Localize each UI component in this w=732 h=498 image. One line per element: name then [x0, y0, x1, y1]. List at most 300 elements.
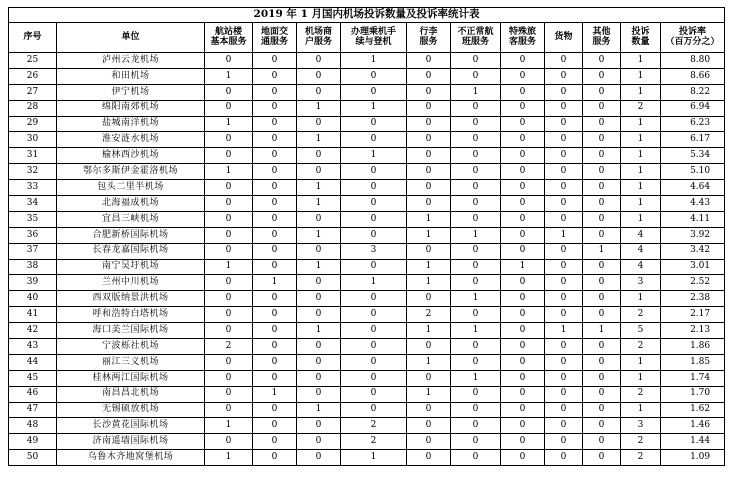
table-row	[9, 450, 725, 466]
table-cell: 0	[341, 84, 407, 100]
table-cell: 0	[583, 132, 621, 148]
table-cell: 0	[407, 84, 451, 100]
table-row	[9, 275, 725, 291]
complaint-rate-cell: 8.80	[661, 53, 725, 69]
table-cell: 0	[253, 323, 297, 339]
table-row	[9, 180, 725, 196]
table-cell: 0	[583, 180, 621, 196]
table-cell: 2	[205, 339, 253, 355]
table-cell: 0	[407, 339, 451, 355]
table-cell: 0	[297, 307, 341, 323]
table-cell: 0	[253, 148, 297, 164]
table-cell: 0	[545, 354, 583, 370]
complaint-rate-cell: 1.70	[661, 386, 725, 402]
table-cell: 0	[583, 434, 621, 450]
airport-name-cell: 西双版纳景洪机场	[57, 291, 205, 307]
complaint-rate-cell: 2.52	[661, 275, 725, 291]
table-cell: 2	[621, 100, 661, 116]
table-cell: 0	[341, 323, 407, 339]
table-cell: 0	[205, 148, 253, 164]
table-cell: 0	[501, 68, 545, 84]
table-cell: 39	[9, 275, 57, 291]
complaint-rate-cell: 2.13	[661, 323, 725, 339]
complaint-rate-cell: 1.85	[661, 354, 725, 370]
table-row	[9, 53, 725, 69]
table-cell: 1	[621, 196, 661, 212]
table-cell: 0	[583, 196, 621, 212]
table-cell: 1	[451, 291, 501, 307]
table-cell: 1	[501, 259, 545, 275]
table-row	[9, 418, 725, 434]
column-header: 机场商 户服务	[297, 23, 341, 53]
table-cell: 1	[253, 275, 297, 291]
table-cell: 0	[297, 211, 341, 227]
table-cell: 3	[341, 243, 407, 259]
table-cell: 0	[253, 354, 297, 370]
table-cell: 1	[621, 164, 661, 180]
table-cell: 0	[451, 211, 501, 227]
table-cell: 0	[451, 132, 501, 148]
table-cell: 0	[501, 164, 545, 180]
table-cell: 0	[583, 259, 621, 275]
table-cell: 0	[451, 259, 501, 275]
table-cell: 33	[9, 180, 57, 196]
airport-name-cell: 盐城南洋机场	[57, 116, 205, 132]
table-cell: 0	[501, 148, 545, 164]
airport-name-cell: 海口美兰国际机场	[57, 323, 205, 339]
table-cell: 41	[9, 307, 57, 323]
table-cell: 0	[407, 291, 451, 307]
table-cell: 0	[545, 434, 583, 450]
table-cell: 0	[253, 434, 297, 450]
table-cell: 0	[501, 132, 545, 148]
complaint-rate-cell: 1.86	[661, 339, 725, 355]
table-cell: 0	[583, 307, 621, 323]
table-cell: 0	[583, 354, 621, 370]
table-cell: 43	[9, 339, 57, 355]
table-row	[9, 84, 725, 100]
table-cell: 3	[621, 275, 661, 291]
table-cell: 0	[501, 323, 545, 339]
airport-name-cell: 乌鲁木齐地窝堡机场	[57, 450, 205, 466]
table-cell: 0	[205, 323, 253, 339]
table-cell: 0	[545, 164, 583, 180]
table-cell: 32	[9, 164, 57, 180]
table-cell: 0	[501, 211, 545, 227]
table-cell: 1	[621, 180, 661, 196]
table-cell: 0	[501, 275, 545, 291]
table-cell: 1	[621, 116, 661, 132]
table-cell: 0	[253, 100, 297, 116]
header-row	[9, 23, 725, 53]
column-header: 特殊旅 客服务	[501, 23, 545, 53]
table-cell: 1	[621, 148, 661, 164]
table-row	[9, 116, 725, 132]
table-cell: 30	[9, 132, 57, 148]
table-cell: 42	[9, 323, 57, 339]
complaint-rate-cell: 5.10	[661, 164, 725, 180]
column-header: 单位	[57, 23, 205, 53]
airport-name-cell: 鄂尔多斯伊金霍洛机场	[57, 164, 205, 180]
table-cell: 0	[297, 116, 341, 132]
airport-name-cell: 济南遥墙国际机场	[57, 434, 205, 450]
table-cell: 0	[205, 53, 253, 69]
table-cell: 0	[253, 227, 297, 243]
airport-name-cell: 南昌昌北机场	[57, 386, 205, 402]
table-cell: 0	[253, 180, 297, 196]
table-cell: 0	[407, 132, 451, 148]
table-cell: 0	[205, 354, 253, 370]
table-cell: 0	[407, 418, 451, 434]
table-cell: 0	[501, 450, 545, 466]
table-cell: 0	[341, 164, 407, 180]
table-cell: 0	[205, 180, 253, 196]
table-row	[9, 100, 725, 116]
table-cell: 0	[205, 307, 253, 323]
table-cell: 1	[583, 243, 621, 259]
table-cell: 0	[205, 291, 253, 307]
table-cell: 0	[545, 418, 583, 434]
table-cell: 4	[621, 227, 661, 243]
table-cell: 0	[545, 116, 583, 132]
table-cell: 1	[297, 402, 341, 418]
table-cell: 0	[341, 402, 407, 418]
table-cell: 0	[253, 211, 297, 227]
table-cell: 0	[407, 434, 451, 450]
table-cell: 0	[583, 53, 621, 69]
table-cell: 0	[583, 164, 621, 180]
table-cell: 0	[545, 100, 583, 116]
table-cell: 0	[451, 339, 501, 355]
complaint-rate-cell: 1.09	[661, 450, 725, 466]
column-header: 序号	[9, 23, 57, 53]
table-cell: 0	[407, 243, 451, 259]
table-cell: 0	[205, 275, 253, 291]
table-cell: 0	[205, 211, 253, 227]
table-cell: 1	[205, 116, 253, 132]
table-cell: 0	[407, 450, 451, 466]
table-cell: 0	[583, 211, 621, 227]
table-cell: 0	[205, 243, 253, 259]
airport-name-cell: 丽江三义机场	[57, 354, 205, 370]
table-cell: 2	[341, 434, 407, 450]
table-cell: 1	[621, 354, 661, 370]
table-cell: 0	[501, 100, 545, 116]
table-cell: 0	[501, 180, 545, 196]
complaint-rate-cell: 5.34	[661, 148, 725, 164]
complaint-rate-cell: 3.01	[661, 259, 725, 275]
table-cell: 47	[9, 402, 57, 418]
table-cell: 0	[297, 434, 341, 450]
table-row	[9, 402, 725, 418]
table-cell: 0	[501, 196, 545, 212]
table-row	[9, 386, 725, 402]
table-row	[9, 196, 725, 212]
table-cell: 37	[9, 243, 57, 259]
table-cell: 38	[9, 259, 57, 275]
table-cell: 1	[205, 418, 253, 434]
table-cell: 0	[451, 148, 501, 164]
table-cell: 0	[253, 196, 297, 212]
table-cell: 0	[407, 100, 451, 116]
table-cell: 0	[205, 227, 253, 243]
table-row	[9, 164, 725, 180]
table-cell: 0	[341, 259, 407, 275]
table-cell: 0	[205, 434, 253, 450]
airport-name-cell: 长沙黄花国际机场	[57, 418, 205, 434]
airport-name-cell: 榆林西沙机场	[57, 148, 205, 164]
table-row	[9, 68, 725, 84]
airport-name-cell: 和田机场	[57, 68, 205, 84]
table-cell: 0	[501, 307, 545, 323]
complaint-rate-cell: 3.92	[661, 227, 725, 243]
table-cell: 1	[621, 53, 661, 69]
table-cell: 1	[341, 100, 407, 116]
complaint-rate-cell: 1.74	[661, 370, 725, 386]
table-cell: 0	[205, 402, 253, 418]
table-row	[9, 307, 725, 323]
table-cell: 1	[407, 386, 451, 402]
table-cell: 0	[407, 370, 451, 386]
table-cell: 1	[407, 354, 451, 370]
table-cell: 0	[341, 116, 407, 132]
table-cell: 0	[341, 339, 407, 355]
table-cell: 1	[621, 370, 661, 386]
table-cell: 26	[9, 68, 57, 84]
airport-name-cell: 伊宁机场	[57, 84, 205, 100]
table-cell: 0	[545, 370, 583, 386]
table-cell: 0	[297, 418, 341, 434]
table-cell: 0	[451, 275, 501, 291]
table-cell: 0	[451, 68, 501, 84]
table-cell: 0	[253, 307, 297, 323]
table-cell: 0	[545, 53, 583, 69]
complaint-rate-cell: 4.43	[661, 196, 725, 212]
table-row	[9, 354, 725, 370]
table-cell: 1	[451, 227, 501, 243]
table-cell: 0	[253, 164, 297, 180]
table-cell: 40	[9, 291, 57, 307]
airport-name-cell: 长春龙嘉国际机场	[57, 243, 205, 259]
table-cell: 0	[341, 354, 407, 370]
complaint-rate-cell: 6.23	[661, 116, 725, 132]
table-cell: 31	[9, 148, 57, 164]
table-cell: 0	[583, 227, 621, 243]
table-cell: 0	[583, 339, 621, 355]
table-cell: 0	[545, 275, 583, 291]
table-cell: 0	[501, 434, 545, 450]
table-cell: 0	[545, 211, 583, 227]
table-cell: 1	[341, 53, 407, 69]
table-row	[9, 434, 725, 450]
table-cell: 0	[583, 100, 621, 116]
table-cell: 0	[545, 196, 583, 212]
table-cell: 0	[501, 418, 545, 434]
table-cell: 0	[545, 339, 583, 355]
table-cell: 0	[545, 68, 583, 84]
table-cell: 0	[205, 132, 253, 148]
table-cell: 0	[451, 354, 501, 370]
document-page	[8, 7, 724, 466]
airport-name-cell: 淮安涟水机场	[57, 132, 205, 148]
table-cell: 44	[9, 354, 57, 370]
table-cell: 0	[407, 180, 451, 196]
table-cell: 1	[297, 196, 341, 212]
table-cell: 0	[583, 402, 621, 418]
table-cell: 0	[341, 132, 407, 148]
table-cell: 0	[297, 164, 341, 180]
table-cell: 0	[545, 84, 583, 100]
table-cell: 0	[451, 116, 501, 132]
table-cell: 5	[621, 323, 661, 339]
table-cell: 0	[297, 450, 341, 466]
table-row	[9, 259, 725, 275]
complaint-rate-cell: 3.42	[661, 243, 725, 259]
table-cell: 0	[545, 180, 583, 196]
table-row	[9, 211, 725, 227]
table-cell: 50	[9, 450, 57, 466]
table-cell: 46	[9, 386, 57, 402]
table-cell: 1	[205, 259, 253, 275]
table-cell: 0	[253, 243, 297, 259]
table-cell: 1	[621, 402, 661, 418]
table-cell: 1	[205, 68, 253, 84]
table-row	[9, 243, 725, 259]
table-cell: 0	[583, 116, 621, 132]
column-header: 地面交 通服务	[253, 23, 297, 53]
table-cell: 25	[9, 53, 57, 69]
table-cell: 4	[621, 259, 661, 275]
table-cell: 1	[297, 132, 341, 148]
table-cell: 1	[545, 323, 583, 339]
airport-name-cell: 兰州中川机场	[57, 275, 205, 291]
column-header: 投诉率 （百万分之）	[661, 23, 725, 53]
table-cell: 1	[621, 84, 661, 100]
table-cell: 0	[297, 275, 341, 291]
complaint-rate-cell: 4.64	[661, 180, 725, 196]
complaint-rate-cell: 1.44	[661, 434, 725, 450]
table-row	[9, 291, 725, 307]
table-cell: 0	[545, 132, 583, 148]
complaint-rate-cell: 6.94	[661, 100, 725, 116]
table-cell: 0	[545, 243, 583, 259]
table-cell: 0	[583, 291, 621, 307]
table-cell: 3	[621, 418, 661, 434]
table-cell: 0	[407, 196, 451, 212]
column-header: 不正常航 班服务	[451, 23, 501, 53]
complaint-rate-cell: 1.46	[661, 418, 725, 434]
table-title: 2019 年 1 月国内机场投诉数量及投诉率统计表	[9, 8, 725, 23]
table-cell: 0	[501, 243, 545, 259]
airport-name-cell: 绵阳南郊机场	[57, 100, 205, 116]
table-cell: 1	[297, 100, 341, 116]
table-cell: 0	[205, 84, 253, 100]
table-cell: 0	[407, 53, 451, 69]
complaint-rate-cell: 2.17	[661, 307, 725, 323]
table-cell: 35	[9, 211, 57, 227]
table-cell: 0	[253, 53, 297, 69]
table-cell: 1	[253, 386, 297, 402]
table-cell: 2	[621, 339, 661, 355]
airport-name-cell: 南宁吴圩机场	[57, 259, 205, 275]
table-cell: 1	[621, 68, 661, 84]
table-cell: 1	[297, 323, 341, 339]
table-cell: 0	[451, 196, 501, 212]
airport-name-cell: 桂林两江国际机场	[57, 370, 205, 386]
airport-name-cell: 包头二里半机场	[57, 180, 205, 196]
table-cell: 0	[451, 386, 501, 402]
table-cell: 0	[297, 243, 341, 259]
complaint-rate-cell: 8.66	[661, 68, 725, 84]
table-row	[9, 323, 725, 339]
table-cell: 1	[451, 370, 501, 386]
table-cell: 0	[545, 386, 583, 402]
table-cell: 0	[501, 402, 545, 418]
table-cell: 0	[253, 291, 297, 307]
table-cell: 0	[297, 354, 341, 370]
table-cell: 1	[545, 227, 583, 243]
table-cell: 0	[297, 370, 341, 386]
table-cell: 1	[297, 259, 341, 275]
table-cell: 2	[621, 307, 661, 323]
table-cell: 1	[407, 323, 451, 339]
table-cell: 1	[341, 148, 407, 164]
table-cell: 0	[341, 227, 407, 243]
table-cell: 0	[341, 370, 407, 386]
table-cell: 1	[407, 211, 451, 227]
table-cell: 0	[341, 211, 407, 227]
table-cell: 0	[297, 53, 341, 69]
table-cell: 0	[451, 53, 501, 69]
column-header: 其他 服务	[583, 23, 621, 53]
airport-name-cell: 宜昌三峡机场	[57, 211, 205, 227]
table-cell: 0	[501, 339, 545, 355]
airport-name-cell: 呼和浩特白塔机场	[57, 307, 205, 323]
complaint-rate-cell: 1.62	[661, 402, 725, 418]
complaint-rate-cell: 6.17	[661, 132, 725, 148]
table-cell: 2	[407, 307, 451, 323]
table-cell: 0	[341, 180, 407, 196]
table-cell: 0	[253, 116, 297, 132]
table-cell: 2	[621, 434, 661, 450]
table-cell: 2	[621, 450, 661, 466]
table-cell: 49	[9, 434, 57, 450]
table-cell: 1	[583, 323, 621, 339]
table-cell: 36	[9, 227, 57, 243]
column-header: 货物	[545, 23, 583, 53]
airport-name-cell: 北海福成机场	[57, 196, 205, 212]
table-cell: 2	[621, 386, 661, 402]
table-cell: 0	[297, 148, 341, 164]
complaints-table	[8, 7, 725, 466]
table-cell: 1	[451, 323, 501, 339]
table-cell: 0	[341, 196, 407, 212]
table-cell: 48	[9, 418, 57, 434]
table-cell: 0	[253, 402, 297, 418]
airport-name-cell: 无锡硕放机场	[57, 402, 205, 418]
table-cell: 0	[341, 307, 407, 323]
complaint-rate-cell: 2.38	[661, 291, 725, 307]
table-cell: 0	[501, 386, 545, 402]
table-cell: 0	[583, 148, 621, 164]
table-cell: 0	[545, 259, 583, 275]
table-cell: 0	[501, 53, 545, 69]
complaint-rate-cell: 4.11	[661, 211, 725, 227]
table-cell: 0	[253, 370, 297, 386]
table-cell: 1	[407, 227, 451, 243]
table-body	[9, 53, 725, 466]
table-cell: 0	[451, 243, 501, 259]
